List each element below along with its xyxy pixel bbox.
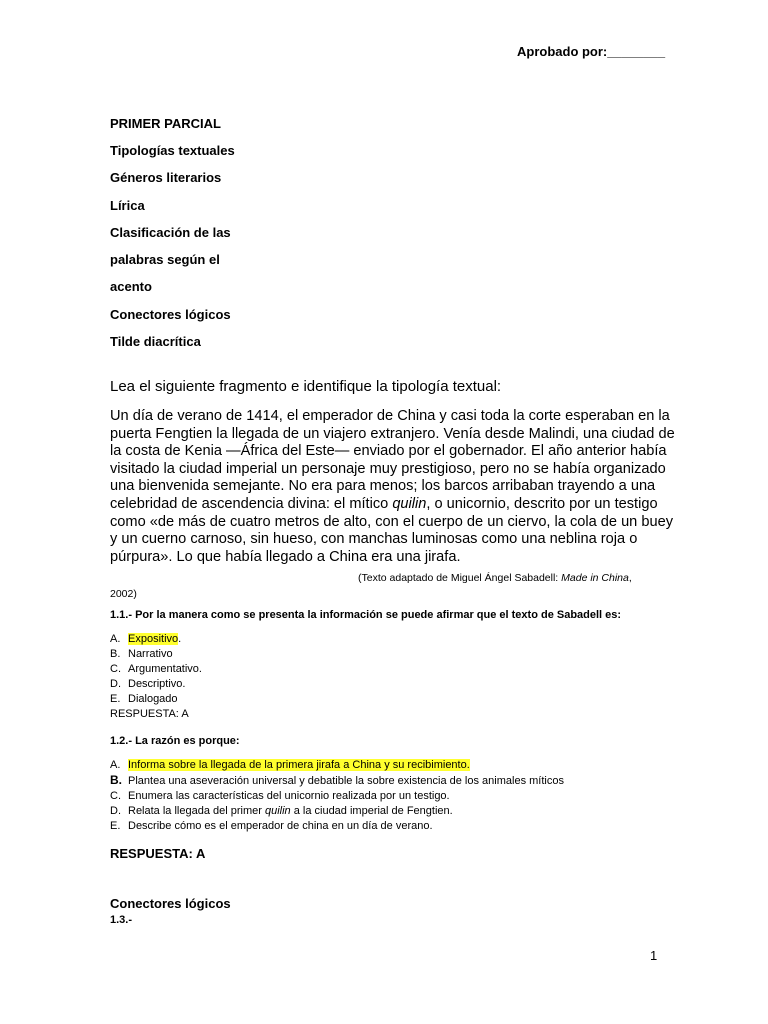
option-text: Descriptivo. bbox=[128, 678, 186, 690]
option-text: Plantea una aseveración universal y debatible la sobre existencia de los animales míticos bbox=[128, 775, 564, 787]
option-e bbox=[110, 819, 564, 834]
option-text: Describe cómo es el emperador de china en un día de verano. bbox=[128, 820, 433, 832]
toc-item: acento bbox=[110, 279, 152, 294]
passage-paragraph bbox=[110, 408, 675, 566]
option-letter: E. bbox=[110, 820, 121, 832]
citation-year: 2002) bbox=[110, 588, 137, 600]
question-2-options bbox=[110, 758, 564, 834]
section-title: Conectores lógicos bbox=[110, 896, 231, 911]
passage-line: Un día de verano de 1414, el emperador de China y casi toda la corte esperaban en la bbox=[110, 408, 670, 424]
citation-suffix: , bbox=[628, 572, 632, 584]
toc-item: Clasificación de las bbox=[110, 225, 231, 240]
passage-line: puerta Fengtien la llegada de un viajero extranjero. Venía desde Malindi, una ciudad de bbox=[110, 425, 675, 442]
question-1-answer: RESPUESTA: A bbox=[110, 708, 189, 720]
passage-line: la costa de Kenia —África del Este— enviado por el gobernador. El año anterior había bbox=[110, 443, 667, 460]
option-text: Dialogado bbox=[128, 693, 178, 705]
highlighted-answer: Informa sobre la llegada de la primera jirafa a China y su recibimiento. bbox=[128, 759, 470, 771]
toc-item: Tipologías textuales bbox=[110, 143, 235, 158]
instruction-text: Lea el siguiente fragmento e identifique la tipología textual: bbox=[110, 378, 502, 395]
option-text: Relata la llegada del primer bbox=[128, 805, 265, 817]
highlighted-answer: Expositivo bbox=[128, 633, 179, 645]
toc-item: palabras según el bbox=[110, 252, 220, 267]
option-d bbox=[110, 804, 564, 819]
toc-item-title: PRIMER PARCIAL bbox=[110, 116, 221, 131]
section-subquestion: 1.3.- bbox=[110, 914, 133, 926]
toc-item: Conectores lógicos bbox=[110, 307, 231, 322]
option-e bbox=[110, 692, 202, 707]
passage-line: como «de más de cuatro metros de alto, con el cuerpo de un ciervo, la cola de un buey bbox=[110, 513, 673, 530]
option-text: Enumera las características del unicornio realizada por un testigo. bbox=[128, 790, 450, 802]
page-number: 1 bbox=[650, 948, 658, 963]
option-text: Narrativo bbox=[128, 648, 173, 660]
passage-line bbox=[110, 496, 670, 514]
passage-text: celebridad de ascendencia divina: el mítico bbox=[110, 495, 393, 512]
option-letter: E. bbox=[110, 693, 121, 705]
option-b bbox=[110, 773, 564, 789]
passage-line: una bienvenida semejante. No era para menos; los barcos arribaban trayendo a una bbox=[110, 478, 656, 495]
question-1-options bbox=[110, 632, 202, 722]
citation-title: Made in China bbox=[561, 572, 629, 584]
option-emphasis: quilin bbox=[264, 805, 291, 817]
option-letter: D. bbox=[110, 805, 121, 817]
option-letter: B. bbox=[110, 773, 122, 787]
option-punct: . bbox=[178, 633, 182, 645]
option-c bbox=[110, 789, 564, 804]
option-letter: A. bbox=[110, 759, 121, 771]
question-2-prompt: 1.2.- La razón es porque: bbox=[110, 735, 240, 747]
option-letter: C. bbox=[110, 663, 121, 675]
option-text: Argumentativo. bbox=[128, 663, 202, 675]
option-letter: D. bbox=[110, 678, 121, 690]
passage-line: púrpura». Lo que había llegado a China era una jirafa. bbox=[110, 548, 461, 565]
passage-line: y un cuerno carnoso, sin hueso, con manchas luminosas como una neblina roja o bbox=[110, 531, 638, 548]
option-b bbox=[110, 647, 202, 662]
option-text: a la ciudad imperial de Fengtien. bbox=[290, 805, 453, 817]
toc-item: Tilde diacrítica bbox=[110, 334, 201, 349]
option-a bbox=[110, 632, 202, 647]
option-c bbox=[110, 662, 202, 677]
approved-by-label: Aprobado por:________ bbox=[517, 44, 666, 59]
question-1-prompt: 1.1.- Por la manera como se presenta la información se puede afirmar que el texto de Sabadell es: bbox=[110, 609, 622, 621]
citation-prefix: (Texto adaptado de Miguel Ángel Sabadell: bbox=[358, 572, 562, 584]
passage-line: visitado la ciudad imperial un personaje muy prestigioso, pero no se había organizado bbox=[110, 460, 666, 477]
option-letter: C. bbox=[110, 790, 121, 802]
toc-item: Géneros literarios bbox=[110, 170, 222, 185]
option-a bbox=[110, 758, 564, 773]
citation bbox=[110, 570, 640, 602]
passage-text: , o unicornio, descrito por un testigo bbox=[426, 495, 658, 512]
passage-emphasis: quilin bbox=[392, 495, 427, 512]
citation-line bbox=[110, 570, 640, 586]
option-letter: B. bbox=[110, 648, 121, 660]
question-2-answer: RESPUESTA: A bbox=[110, 846, 206, 861]
toc-item: Lírica bbox=[110, 198, 145, 213]
option-letter: A. bbox=[110, 633, 121, 645]
option-d bbox=[110, 677, 202, 692]
